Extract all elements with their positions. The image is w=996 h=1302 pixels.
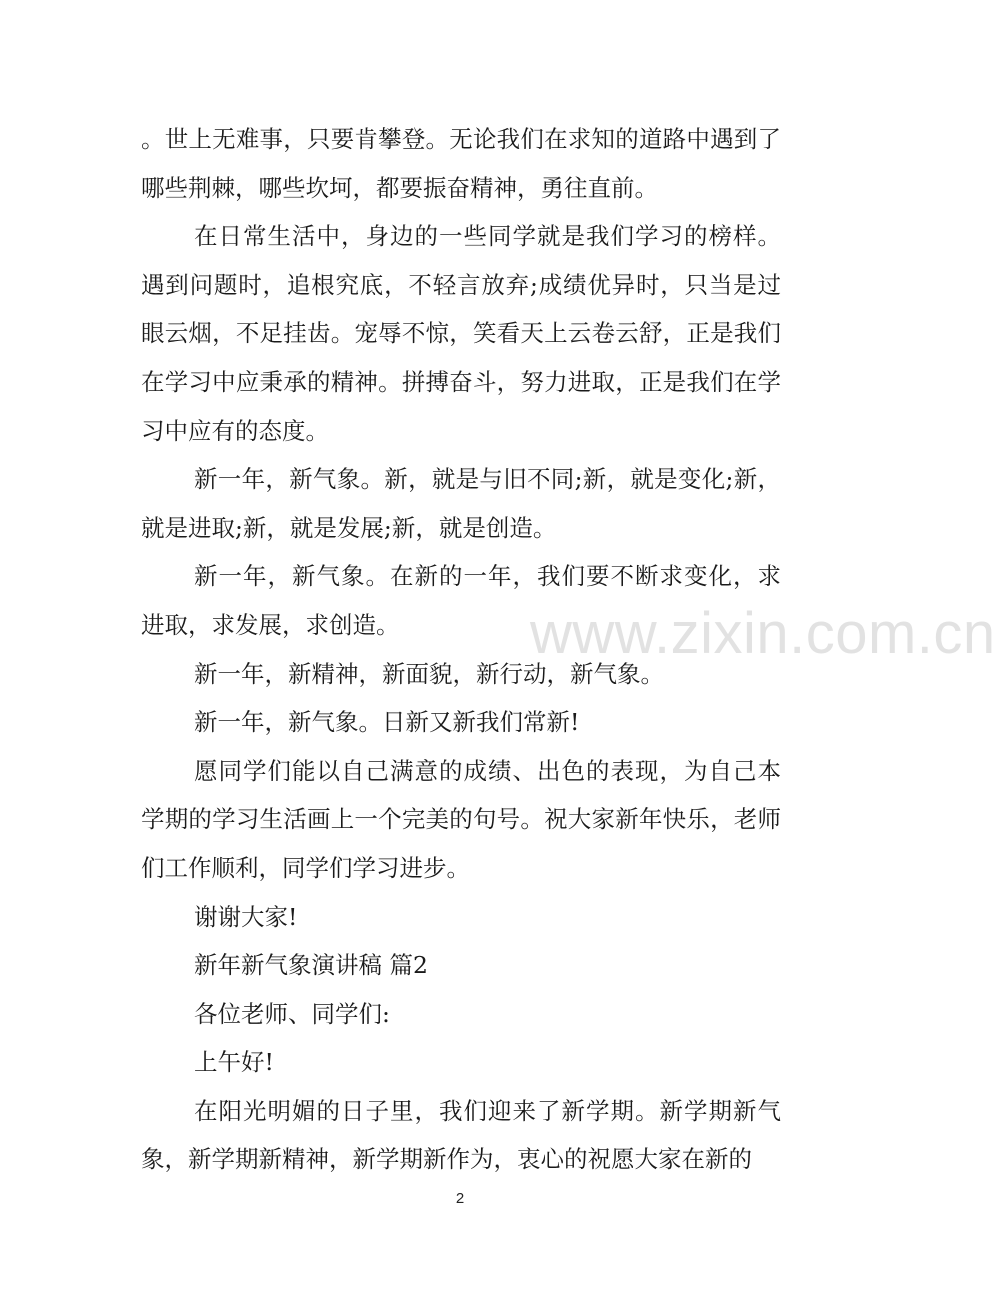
page-number: 2 (455, 1190, 465, 1207)
paragraph-4: 新一年，新气象。在新的一年，我们要不断求变化，求进取，求发展，求创造。 (141, 562, 781, 639)
paragraph-12: 在阳光明媚的日子里，我们迎来了新学期。新学期新气象，新学期新精神，新学期新作为，衷心的祝愿大家在新的 (141, 1096, 781, 1174)
paragraph-5: 新一年，新精神，新面貌，新行动，新气象。 (194, 659, 664, 688)
greeting: 上午好! (194, 1048, 274, 1077)
document-body (141, 115, 781, 1184)
paragraph-1: 。世上无难事，只要肯攀登。无论我们在求知的道路中遇到了哪些荆棘，哪些坎坷，都要振奋精神，勇往直前。 (141, 125, 781, 202)
section-heading: 新年新气象演讲稿 篇2 (194, 951, 428, 980)
paragraph-7: 愿同学们能以自己满意的成绩、出色的表现，为自己本学期的学习生活画上一个完美的句号。祝大家新年快乐，老师们工作顺利，同学们学习进步。 (141, 756, 781, 882)
salutation: 各位老师、同学们: (194, 999, 390, 1028)
closing-thanks: 谢谢大家! (194, 902, 298, 931)
paragraph-3: 新一年，新气象。新，就是与旧不同;新，就是变化;新，就是进取;新，就是发展;新，就是创造。 (141, 465, 781, 542)
paragraph-6: 新一年，新气象。日新又新我们常新! (194, 708, 580, 737)
paragraph-2: 在日常生活中，身边的一些同学就是我们学习的榜样。遇到问题时，追根究底，不轻言放弃;成绩优异时，只当是过眼云烟，不足挂齿。宠辱不惊，笑看天上云卷云舒，正是我们在学习中应秉承的精神。拼搏奋斗，努力进取，正是我们在学习中应有的态度。 (141, 222, 781, 445)
watermark: www.zixin.com.cn (530, 601, 996, 666)
